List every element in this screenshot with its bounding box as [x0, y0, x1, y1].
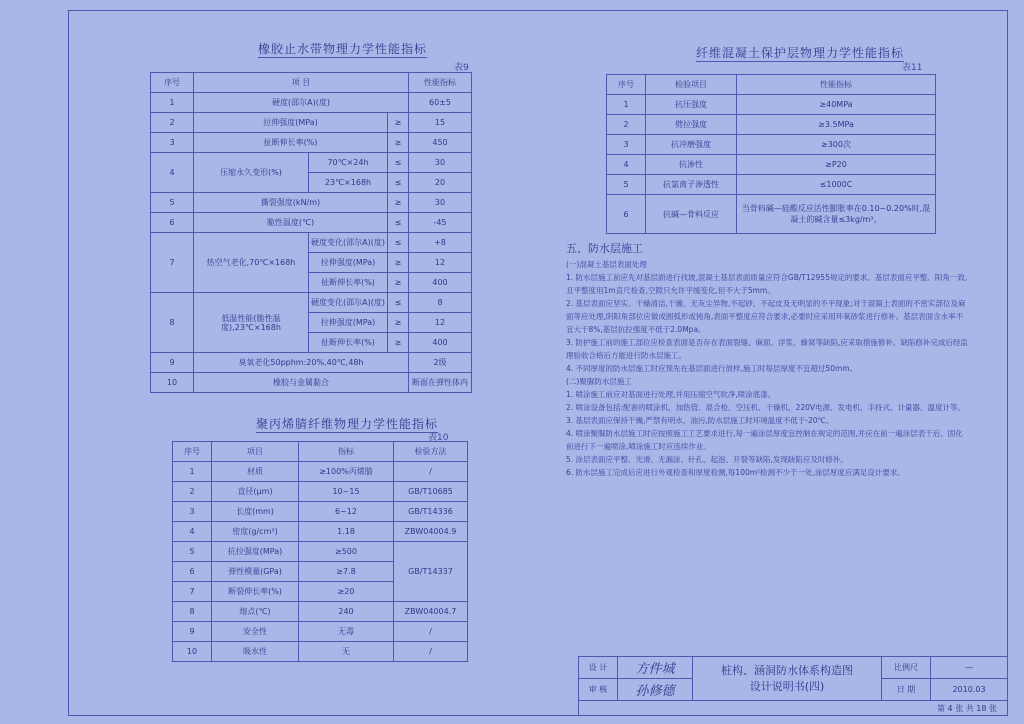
t10-row-index: 6~12 — [299, 502, 394, 522]
table11 — [606, 74, 936, 234]
t10-row-item: 吸水性 — [212, 642, 299, 662]
t9-row-value: 20 — [409, 173, 472, 193]
t9-row-sym: ≤ — [388, 233, 409, 253]
table11-number: 表11 — [902, 63, 923, 73]
t9-row-item: 脆性温度(℃) — [194, 213, 388, 233]
t9-row-value: +8 — [409, 233, 472, 253]
t9-row-cond: 扯断伸长率(%) — [309, 333, 388, 353]
t9-row-cond: 硬度变化(邵尔A)(度) — [309, 233, 388, 253]
table-row — [151, 233, 472, 253]
t9-row-value: 12 — [409, 313, 472, 333]
t10-row-method: / — [394, 622, 468, 642]
subheading-1: (一)混凝土基层表面处理 — [566, 260, 647, 269]
t9-row-item: 低温性能(脆性温度),23℃×168h — [194, 293, 309, 353]
table-row — [607, 195, 936, 234]
table-row — [173, 482, 468, 502]
t9-row-item: 扯断伸长率(%) — [194, 133, 388, 153]
t11-header-item: 检验项目 — [646, 75, 737, 95]
t9-row-cond: 硬度变化(邵尔A)(度) — [309, 293, 388, 313]
t9-row-sym: ≥ — [388, 333, 409, 353]
t10-row-item: 弹性模量(GPa) — [212, 562, 299, 582]
table-row — [607, 115, 936, 135]
table-row — [151, 353, 472, 373]
t9-row-value: 400 — [409, 333, 472, 353]
t9-row-item: 硬度(邵尔A)(度) — [194, 93, 409, 113]
table-row — [607, 135, 936, 155]
table-row — [173, 502, 468, 522]
t10-row-method: GB/T14336 — [394, 502, 468, 522]
t9-row-cond: 扯断伸长率(%) — [309, 273, 388, 293]
t9-header-item: 项 目 — [194, 73, 409, 93]
t9-row-item: 压缩永久变形(%) — [194, 153, 309, 193]
t10-row-item: 材质 — [212, 462, 299, 482]
table-row — [151, 373, 472, 393]
table-row — [173, 602, 468, 622]
t9-row-no: 5 — [151, 193, 194, 213]
t11-row-no: 5 — [607, 175, 646, 195]
t9-row-no: 2 — [151, 113, 194, 133]
subheading-2: (二)聚脲防水层施工 — [566, 377, 632, 386]
t9-row-item: 撕裂强度(kN/m) — [194, 193, 388, 213]
table-row — [607, 95, 936, 115]
t9-row-value: 12 — [409, 253, 472, 273]
table9-title: 橡胶止水带物理力学性能指标 — [258, 42, 428, 56]
t11-row-value: ≥P20 — [737, 155, 936, 175]
t9-row-sym: ≤ — [388, 153, 409, 173]
t9-row-value: 8 — [409, 293, 472, 313]
t10-row-index: 240 — [299, 602, 394, 622]
paragraph: 1. 喷涂施工前应对基面进行处理,并用压缩空气吹净,喷涂底漆。 — [566, 390, 776, 399]
table-row — [173, 542, 468, 562]
scale-label: 比例尺 — [882, 657, 931, 679]
t10-row-method: ZBW04004.7 — [394, 602, 468, 622]
t10-row-method: / — [394, 462, 468, 482]
paragraph: 1. 防水层施工前应先对基层面进行找坡,混凝土基层表面质量应符合GB/T12955规定的要求。基层表面应平整、阳角一致,且平整度用1m直尺检查,空隙只允许平缓变化,但不大于5mm。 — [566, 273, 968, 295]
t11-row-item: 抗碱—骨料反应 — [646, 195, 737, 234]
t9-header-no: 序号 — [151, 73, 194, 93]
t9-row-item: 拉伸强度(MPa) — [194, 113, 388, 133]
t9-row-sym: ≥ — [388, 133, 409, 153]
design-label: 设 计 — [579, 657, 618, 679]
t9-row-no: 1 — [151, 93, 194, 113]
table-row — [173, 642, 468, 662]
t9-row-no: 3 — [151, 133, 194, 153]
table-row — [151, 213, 472, 233]
t10-row-item: 断裂伸长率(%) — [212, 582, 299, 602]
t11-row-value: 当骨料碱—硅酸反应活性膨胀率在0.10~0.20%时,混凝土的碱含量≤3kg/m³。 — [737, 195, 936, 234]
t10-row-item: 熔点(℃) — [212, 602, 299, 622]
t9-row-value: -45 — [409, 213, 472, 233]
table-row — [151, 133, 472, 153]
t10-row-no: 4 — [173, 522, 212, 542]
t10-row-item: 长度(mm) — [212, 502, 299, 522]
table-row — [151, 193, 472, 213]
t10-row-index: ≥100%丙烯腈 — [299, 462, 394, 482]
t9-row-item: 臭氧老化50pphm:20%,40℃,48h — [194, 353, 409, 373]
paragraph: 3. 防护施工前的施工部位应检查表面是否存在表面裂缝、麻面、浮浆、蜂窝等缺陷,应采取措施修补。缺陷修补完成后经监理验收合格后方能进行防水层施工。 — [566, 338, 968, 360]
t9-row-sym: ≥ — [388, 193, 409, 213]
paragraph: 2. 喷涂设备包括:配套的喷涂机、加热管、混合枪、空压机、干燥机、220V电源、发电机、手持式、计量器、温度计等。 — [566, 403, 966, 412]
paragraph: 5. 涂层表面应平整、光滑、无漏涂、针孔、起泡、开裂等缺陷,发现缺陷应及时修补。 — [566, 455, 848, 464]
t9-row-value: 450 — [409, 133, 472, 153]
t10-row-index: ≥20 — [299, 582, 394, 602]
t10-row-index: ≥7.8 — [299, 562, 394, 582]
t9-row-item: 橡胶与金属黏合 — [194, 373, 409, 393]
t9-row-value: 2级 — [409, 353, 472, 373]
table10 — [172, 441, 468, 662]
t11-row-item: 抗冲磨强度 — [646, 135, 737, 155]
check-label: 审 核 — [579, 679, 618, 701]
t11-row-item: 劈拉强度 — [646, 115, 737, 135]
construction-notes — [566, 258, 970, 654]
t10-row-no: 7 — [173, 582, 212, 602]
t9-row-sym: ≥ — [388, 313, 409, 333]
t10-row-no: 5 — [173, 542, 212, 562]
t10-row-item: 密度(g/cm³) — [212, 522, 299, 542]
t9-row-sym: ≥ — [388, 273, 409, 293]
t10-row-item: 直径(μm) — [212, 482, 299, 502]
t10-row-no: 6 — [173, 562, 212, 582]
t10-row-no: 3 — [173, 502, 212, 522]
t9-row-value: 60±5 — [409, 93, 472, 113]
t10-header-index: 指标 — [299, 442, 394, 462]
date-value: 2010.03 — [931, 679, 1008, 701]
t9-row-sym: ≤ — [388, 293, 409, 313]
drawing-title: 桩构、涵洞防水体系构造图 设计说明书(四) — [693, 657, 882, 701]
t9-row-sym: ≥ — [388, 253, 409, 273]
t10-header-method: 检验方法 — [394, 442, 468, 462]
table11-title: 纤维混凝土保护层物理力学性能指标 — [696, 46, 905, 60]
t11-row-no: 4 — [607, 155, 646, 175]
t9-row-no: 6 — [151, 213, 194, 233]
t9-row-value: 30 — [409, 153, 472, 173]
t9-row-cond: 70℃×24h — [309, 153, 388, 173]
table-row — [173, 622, 468, 642]
t11-row-item: 抗渗性 — [646, 155, 737, 175]
section-heading: 五、防水层施工 — [566, 242, 643, 255]
table9 — [150, 72, 472, 393]
t9-row-value: 30 — [409, 193, 472, 213]
t11-header-no: 序号 — [607, 75, 646, 95]
t10-row-method: / — [394, 642, 468, 662]
t9-row-item: 热空气老化,70℃×168h — [194, 233, 309, 293]
t9-row-no: 8 — [151, 293, 194, 353]
table-row — [151, 113, 472, 133]
t9-row-no: 7 — [151, 233, 194, 293]
t10-row-no: 9 — [173, 622, 212, 642]
t9-row-no: 4 — [151, 153, 194, 193]
t10-row-method: ZBW04004.9 — [394, 522, 468, 542]
t11-header-value: 性能指标 — [737, 75, 936, 95]
t10-row-index: ≥500 — [299, 542, 394, 562]
page-number: 第 4 张 共 18 张 — [579, 701, 1008, 716]
t10-header-no: 序号 — [173, 442, 212, 462]
t10-row-index: 无 — [299, 642, 394, 662]
t10-row-no: 1 — [173, 462, 212, 482]
table9-number: 表9 — [454, 63, 469, 73]
t9-row-value: 400 — [409, 273, 472, 293]
t9-row-value: 断面在弹性体内 — [409, 373, 472, 393]
check-signature: 孙修德 — [618, 679, 693, 701]
t9-row-sym: ≤ — [388, 213, 409, 233]
t11-row-value: ≤1000C — [737, 175, 936, 195]
t10-row-method: GB/T14337 — [394, 542, 468, 602]
t10-row-item: 抗拉强度(MPa) — [212, 542, 299, 562]
table-row — [607, 155, 936, 175]
t10-row-no: 8 — [173, 602, 212, 622]
t11-row-no: 3 — [607, 135, 646, 155]
design-signature: 方件城 — [618, 657, 693, 679]
t11-row-no: 2 — [607, 115, 646, 135]
paragraph: 2. 基层表面应坚实、干燥清洁,干燥、无灰尘异物,不起砂、不起皮及无明显的不平现象;对于混凝土表面的不密实部位及麻面等应处理,阴阳角部位应做成圆弧形或钝角,表面平整度应符合要求,必要时应采用环氧砂浆进行修补。基层表面含水率不宜大于8%,基层抗拉强度不低于2.0Mpa。 — [566, 299, 966, 334]
t10-row-index: 1.18 — [299, 522, 394, 542]
t10-row-method: GB/T10685 — [394, 482, 468, 502]
t10-row-item: 安全性 — [212, 622, 299, 642]
t11-row-item: 抗压强度 — [646, 95, 737, 115]
t10-row-no: 2 — [173, 482, 212, 502]
t9-row-value: 15 — [409, 113, 472, 133]
t10-row-index: 10~15 — [299, 482, 394, 502]
paragraph: 6. 防水层施工完成后应进行外观检查和厚度检测,每100m²检测不少于一处,涂层厚度应满足设计要求。 — [566, 468, 905, 477]
paragraph: 4. 喷涂聚脲防水层施工时应按照施工工艺要求进行,每一遍涂层厚度宜控制在规定的范围,并应在前一遍涂层表干后、固化前进行下一遍喷涂,喷涂施工时应连续作业。 — [566, 429, 963, 451]
paragraph: 3. 基层表面应保持干燥,严禁有明水、油污,防水层施工时环境温度不低于-20℃。 — [566, 416, 834, 425]
t10-row-index: 无毒 — [299, 622, 394, 642]
t9-row-cond: 23℃×168h — [309, 173, 388, 193]
t9-row-sym: ≤ — [388, 173, 409, 193]
t10-header-item: 项目 — [212, 442, 299, 462]
scale-value: — — [931, 657, 1008, 679]
t11-row-value: ≥40MPa — [737, 95, 936, 115]
t11-row-no: 6 — [607, 195, 646, 234]
t11-row-no: 1 — [607, 95, 646, 115]
t9-row-no: 10 — [151, 373, 194, 393]
t11-row-value: ≥300次 — [737, 135, 936, 155]
t9-row-no: 9 — [151, 353, 194, 373]
t9-row-sym: ≥ — [388, 113, 409, 133]
table-row — [607, 175, 936, 195]
t9-row-cond: 拉伸强度(MPa) — [309, 253, 388, 273]
date-label: 日 期 — [882, 679, 931, 701]
table10-title: 聚丙烯腈纤维物理力学性能指标 — [256, 417, 439, 431]
table-row — [151, 293, 472, 313]
table-row — [173, 522, 468, 542]
title-block — [578, 656, 1008, 716]
paragraph: 4. 不同厚度的防水层施工时应预先在基层面进行放样,施工时每层厚度不宜超过50mm。 — [566, 364, 858, 373]
table-row — [173, 462, 468, 482]
t11-row-value: ≥3.5MPa — [737, 115, 936, 135]
table10-number: 表10 — [428, 433, 449, 443]
t11-row-item: 抗氯离子渗透性 — [646, 175, 737, 195]
t9-header-value: 性能指标 — [409, 73, 472, 93]
t10-row-no: 10 — [173, 642, 212, 662]
table-row — [151, 93, 472, 113]
table-row — [151, 153, 472, 173]
t9-row-cond: 拉伸强度(MPa) — [309, 313, 388, 333]
